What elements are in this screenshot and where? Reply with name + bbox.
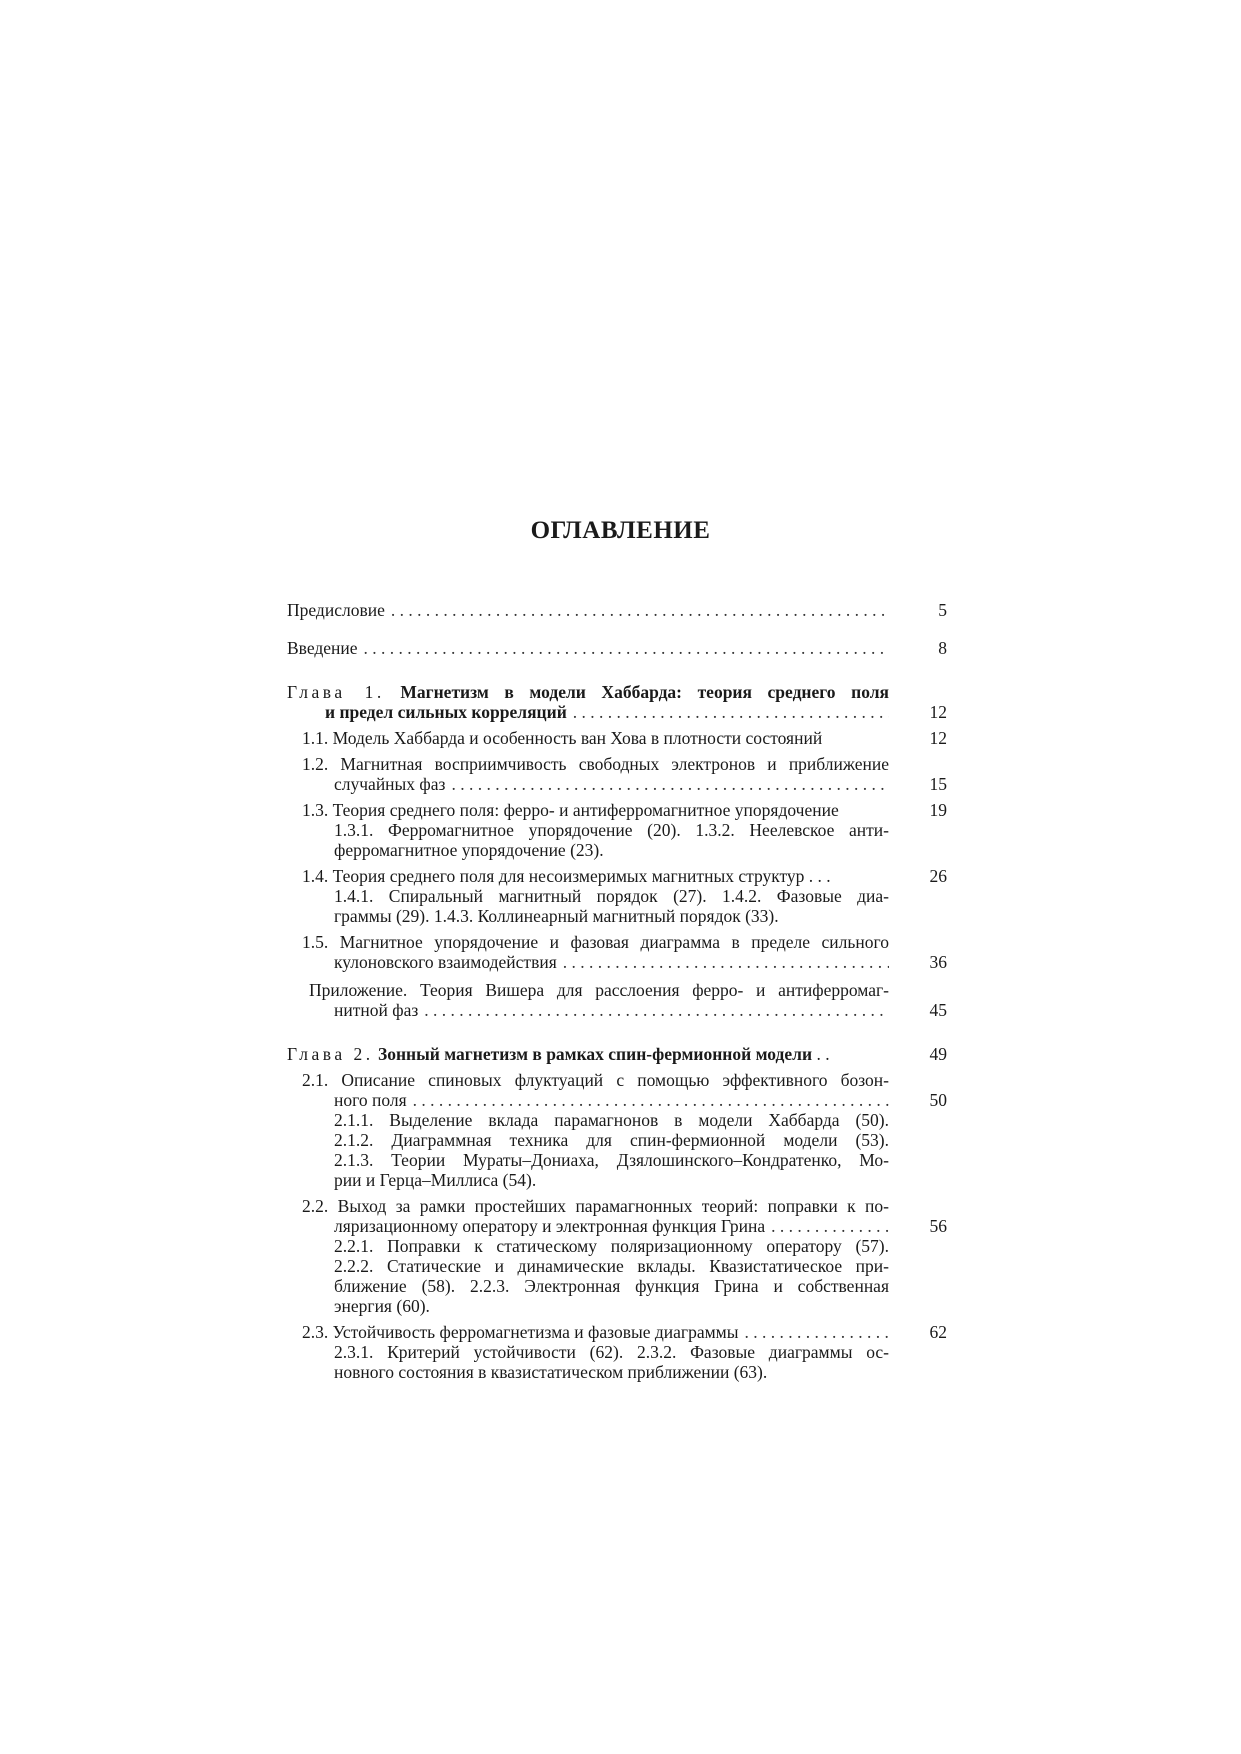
section-title: Модель Хаббарда и особенность ван Хова в плотности состояний: [332, 728, 823, 748]
page-number: 62: [929, 1322, 947, 1342]
page-number: 56: [929, 1216, 947, 1236]
subsection-list: 2.3.1. Критерий устойчивости (62). 2.3.2. Фазовые диаграммы ос-: [334, 1342, 889, 1362]
subsection-list: граммы (29). 1.4.3. Коллинеарный магнитный порядок (33).: [334, 906, 779, 926]
section-number: 2.2.: [302, 1196, 329, 1216]
chapter-title-continued: и предел сильных корреляций: [325, 702, 567, 722]
section-number: 2.3.: [302, 1322, 329, 1342]
section-title: Магнитное упорядочение и фазовая диаграмма в пределе сильного: [339, 932, 889, 952]
page-number: 8: [938, 638, 947, 658]
section-title-continued: ного поля: [334, 1090, 407, 1110]
toc-section-1-3[interactable]: [287, 800, 947, 860]
subsection-list: ферромагнитное упорядочение (23).: [334, 840, 604, 860]
leader-dots: . .: [816, 1044, 830, 1064]
subsection-list: 2.1.3. Теории Мураты–Дониаха, Дзялошинского–Кондратенко, Мо-: [334, 1150, 889, 1170]
appendix-title-continued: нитной фаз: [334, 1000, 419, 1020]
leader-dots: [567, 702, 889, 722]
toc-section-1-5[interactable]: [287, 932, 947, 972]
chapter-prefix: Глава 1.: [287, 682, 385, 702]
section-title-continued: случайных фаз: [334, 774, 446, 794]
page-number: 50: [929, 1090, 947, 1110]
chapter-prefix: Глава 2.: [287, 1044, 374, 1064]
leader-dots: [407, 1090, 889, 1110]
leader-dots: [418, 1000, 889, 1020]
section-number: 1.5.: [302, 932, 329, 952]
subsection-list: 2.2.1. Поправки к статическому поляризационному оператору (57).: [334, 1236, 889, 1256]
leader-dots: [765, 1216, 889, 1236]
subsection-list: новного состояния в квазистатическом приближении (63).: [334, 1362, 768, 1382]
toc-chapter-2[interactable]: [287, 1044, 947, 1064]
section-number: 2.1.: [302, 1070, 329, 1090]
section-title: Теория среднего поля: ферро- и антиферромагнитное упорядочение: [332, 800, 839, 820]
leader-dots: [358, 638, 889, 658]
leader-dots: [739, 1322, 889, 1342]
page-number: 49: [929, 1044, 947, 1064]
subsection-list: ближение (58). 2.2.3. Электронная функция Грина и собственная: [334, 1276, 889, 1296]
chapter-heading-line: [287, 682, 889, 702]
table-of-contents: [287, 600, 947, 1382]
subsection-list: рии и Герца–Миллиса (54).: [334, 1170, 537, 1190]
appendix-title: Приложение. Теория Вишера для расслоения ферро- и антиферромаг-: [309, 980, 889, 1000]
section-title: Магнитная восприимчивость свободных электронов и приближение: [340, 754, 889, 774]
page-number: 45: [929, 1000, 947, 1020]
toc-entry-label: Введение: [287, 638, 358, 658]
toc-entry-label: Предисловие: [287, 600, 385, 620]
toc-section-2-2[interactable]: [287, 1196, 947, 1316]
chapter-title: Зонный магнетизм в рамках спин-фермионной модели: [377, 1044, 813, 1064]
subsection-list: 2.1.2. Диаграммная техника для спин-фермионной модели (53).: [334, 1130, 889, 1150]
page-number: 19: [929, 800, 947, 820]
toc-section-1-4[interactable]: [287, 866, 947, 926]
page-number: 26: [929, 866, 947, 886]
section-title-continued: кулоновского взаимодействия: [334, 952, 557, 972]
leader-dots: [557, 952, 889, 972]
section-title: Описание спиновых флуктуаций с помощью эффективного бозон-: [341, 1070, 890, 1090]
section-title-continued: ляризационному оператору и электронная функция Грина: [334, 1216, 766, 1236]
section-number: 1.4.: [302, 866, 329, 886]
toc-appendix[interactable]: [287, 980, 947, 1020]
page-number: 5: [938, 600, 947, 620]
subsection-list: 2.1.1. Выделение вклада парамагнонов в модели Хаббарда (50).: [334, 1110, 889, 1130]
page-number: 12: [929, 728, 947, 748]
leader-dots: [385, 600, 889, 620]
toc-section-1-1[interactable]: [287, 728, 947, 748]
page-number: 36: [929, 952, 947, 972]
subsection-list: энергия (60).: [334, 1296, 430, 1316]
toc-chapter-1[interactable]: [287, 682, 947, 722]
toc-section-2-3[interactable]: [287, 1322, 947, 1382]
section-title: Устойчивость ферромагнетизма и фазовые диаграммы: [332, 1322, 739, 1342]
chapter-title: Магнетизм в модели Хаббарда: теория среднего поля: [400, 682, 889, 702]
page-title: ОГЛАВЛЕНИЕ: [530, 517, 711, 544]
section-number: 1.3.: [302, 800, 329, 820]
subsection-list: 1.3.1. Ферромагнитное упорядочение (20). 1.3.2. Неелевское анти-: [334, 820, 889, 840]
page-number: 12: [929, 702, 947, 722]
toc-section-1-2[interactable]: [287, 754, 947, 794]
leader-dots: [445, 774, 889, 794]
toc-entry-preface[interactable]: [287, 600, 947, 620]
toc-section-2-1[interactable]: [287, 1070, 947, 1190]
section-number: 1.2.: [302, 754, 329, 774]
section-title: Выход за рамки простейших парамагнонных теорий: поправки к по-: [337, 1196, 889, 1216]
page-number: 15: [929, 774, 947, 794]
subsection-list: 2.2.2. Статические и динамические вклады. Квазистатическое при-: [334, 1256, 889, 1276]
section-title: Теория среднего поля для несоизмеримых магнитных структур . . .: [332, 866, 831, 886]
subsection-list: 1.4.1. Спиральный магнитный порядок (27). 1.4.2. Фазовые диа-: [334, 886, 889, 906]
toc-entry-intro[interactable]: [287, 638, 947, 658]
section-number: 1.1.: [302, 728, 329, 748]
